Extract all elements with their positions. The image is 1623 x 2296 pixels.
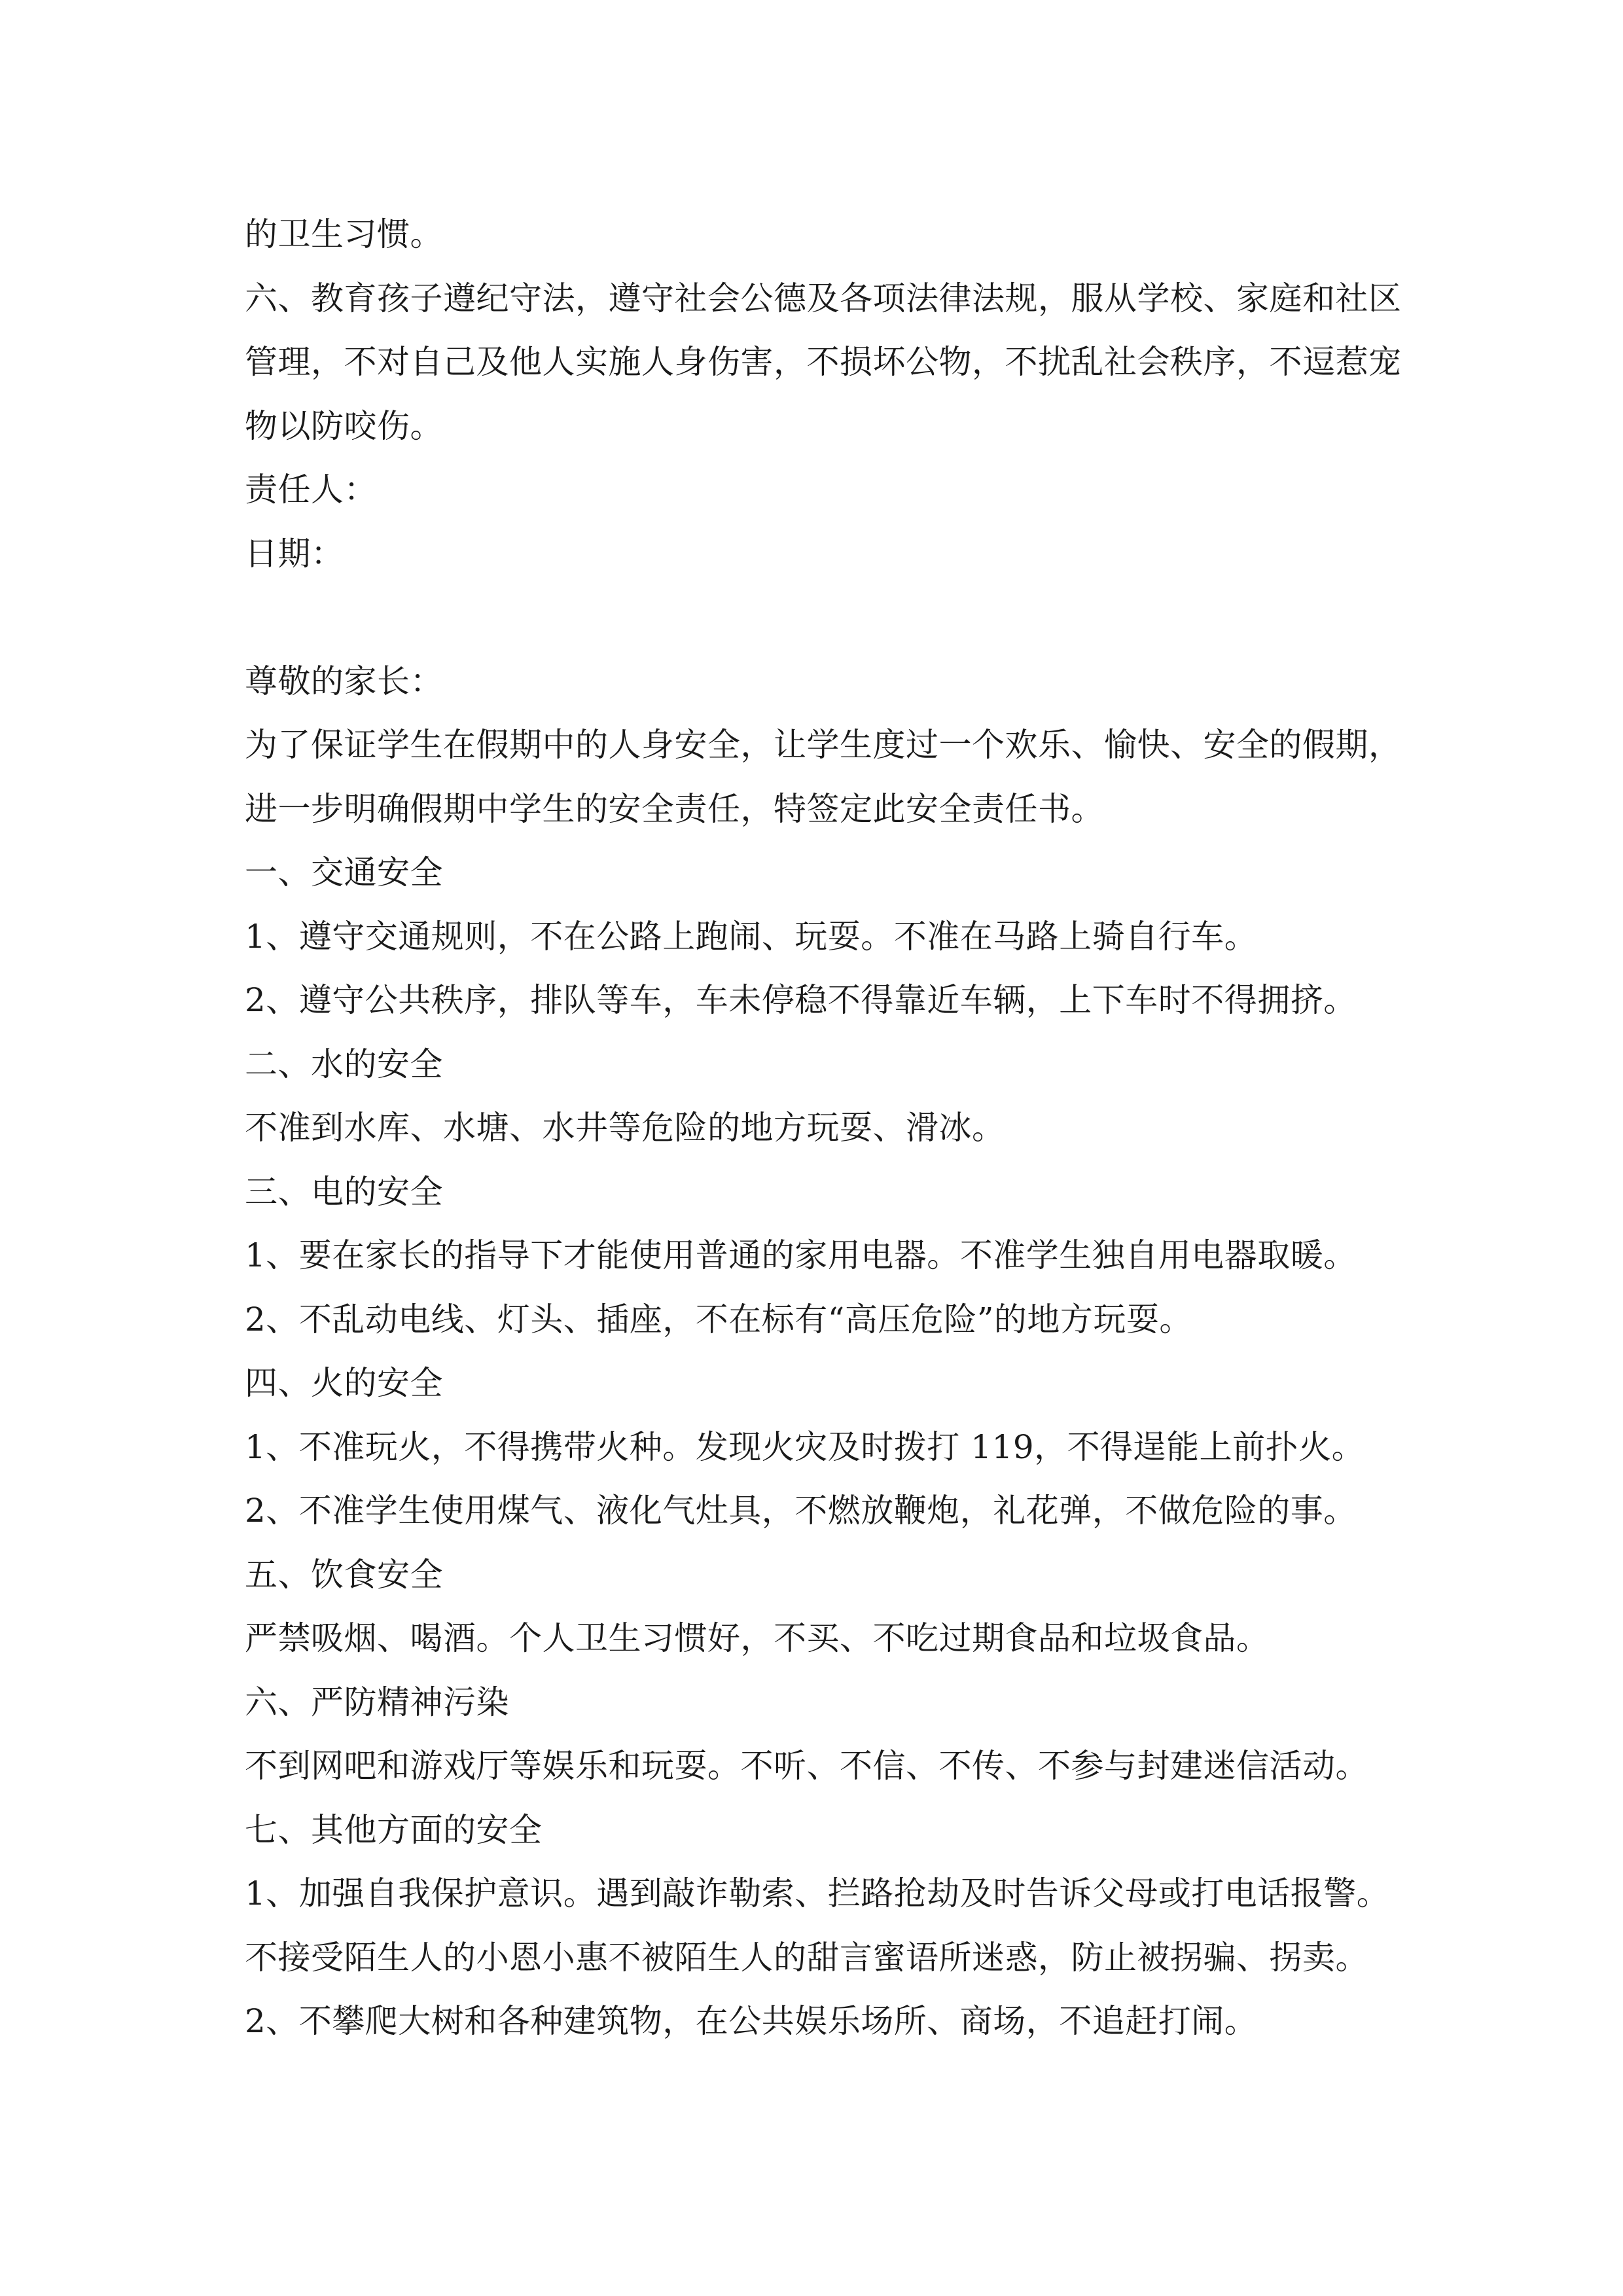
section-heading: 一、交通安全	[245, 853, 443, 891]
text-line: 不准到水库、水塘、水井等危险的地方玩耍、滑冰。	[245, 1109, 1005, 1147]
text-line: 物以防咬伤。	[245, 406, 443, 445]
document-body	[245, 203, 1423, 2054]
text-line: 不接受陌生人的小恩小惠不被陌生人的甜言蜜语所迷惑，防止被拐骗、拐卖。	[245, 1938, 1368, 1977]
text-line: 1、不准玩火，不得携带火种。发现火灾及时拨打 119，不得逞能上前扑火。	[245, 1427, 1365, 1466]
text-line: 的卫生习惯。	[245, 215, 443, 253]
salutation: 尊敬的家长：	[245, 662, 443, 700]
section-heading: 四、火的安全	[245, 1364, 443, 1402]
text-line: 不到网吧和游戏厅等娱乐和玩耍。不听、不信、不传、不参与封建迷信活动。	[245, 1747, 1368, 1785]
section-heading: 七、其他方面的安全	[245, 1810, 543, 1849]
text-line: 严禁吸烟、喝酒。个人卫生习惯好，不买、不吃过期食品和垃圾食品。	[245, 1619, 1270, 1657]
text-line: 2、遵守公共秩序，排队等车，车未停稳不得靠近车辆，上下车时不得拥挤。	[245, 981, 1357, 1019]
text-line: 六、教育孩子遵纪守法，遵守社会公德及各项法律法规，服从学校、家庭和社区	[245, 279, 1402, 317]
text-line: 2、不乱动电线、灯头、插座，不在标有“高压危险”的地方玩耍。	[245, 1300, 1192, 1338]
text-line: 1、遵守交通规则，不在公路上跑闹、玩耍。不准在马路上骑自行车。	[245, 917, 1258, 956]
date-label: 日期：	[245, 534, 344, 573]
section-heading: 五、饮食安全	[245, 1555, 443, 1594]
text-line: 1、加强自我保护意识。遇到敲诈勒索、拦路抢劫及时告诉父母或打电话报警。	[245, 1874, 1390, 1912]
text-line: 2、不攀爬大树和各种建筑物，在公共娱乐场所、商场，不追赶打闹。	[245, 2002, 1258, 2040]
text-line: 2、不准学生使用煤气、液化气灶具，不燃放鞭炮，礼花弹，不做危险的事。	[245, 1492, 1357, 1530]
section-gap	[245, 586, 1423, 650]
signature-label: 责任人：	[245, 471, 377, 509]
text-line: 管理，不对自己及他人实施人身伤害，不损坏公物，不扰乱社会秩序，不逗惹宠	[245, 343, 1402, 381]
section-heading: 二、水的安全	[245, 1045, 443, 1083]
text-line: 为了保证学生在假期中的人身安全，让学生度过一个欢乐、愉快、安全的假期，	[245, 726, 1402, 764]
section-heading: 三、电的安全	[245, 1172, 443, 1211]
text-line: 进一步明确假期中学生的安全责任，特签定此安全责任书。	[245, 789, 1104, 828]
section-heading: 六、严防精神污染	[245, 1683, 509, 1721]
text-line: 1、要在家长的指导下才能使用普通的家用电器。不准学生独自用电器取暖。	[245, 1236, 1357, 1274]
